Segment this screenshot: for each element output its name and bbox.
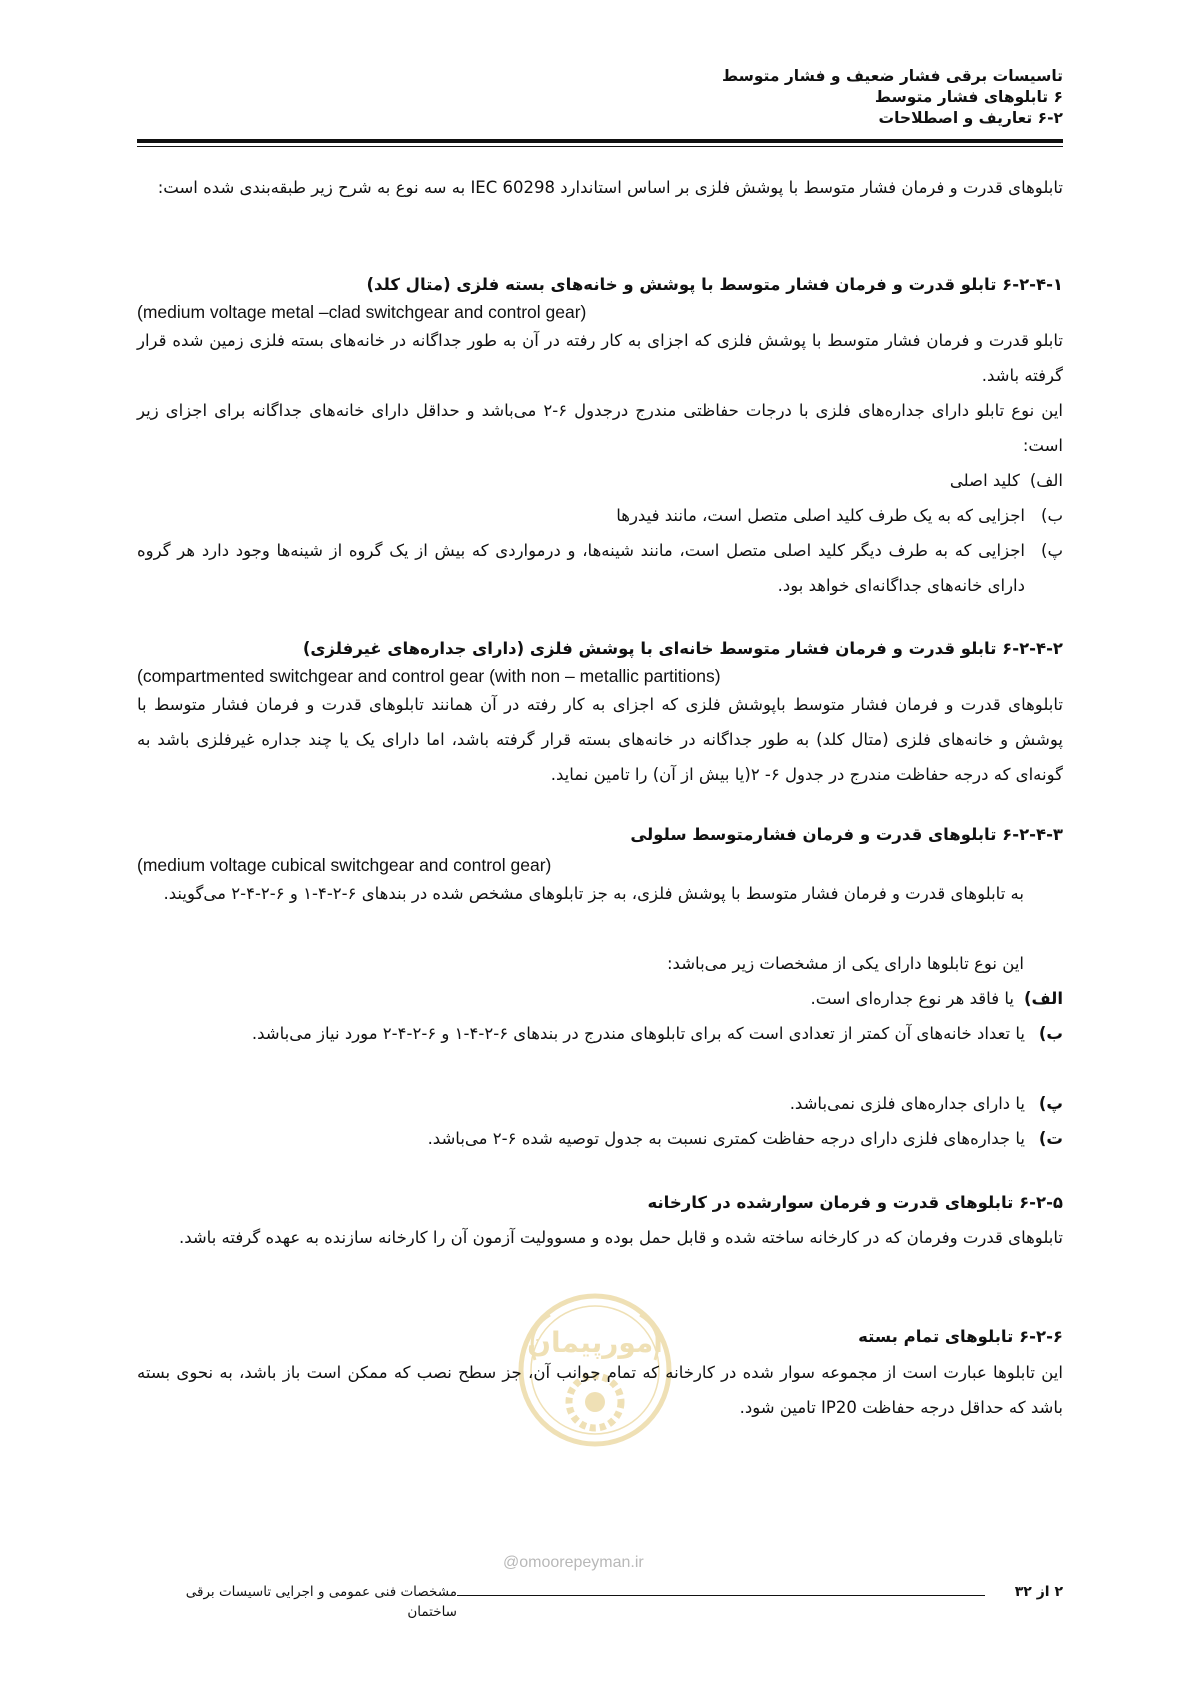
section-1-english: (medium voltage metal –clad switchgear and control gear) [137,302,587,322]
header-line-3: ۶-۲ تعاریف و اصطلاحات [878,109,1063,127]
item-marker: الف) [1029,471,1063,490]
section-1-item [137,498,1063,533]
section-2-paragraph-1: تابلوهای قدرت و فرمان فشار متوسط باپوشش فلزی که اجزای به کار رفته در آن همانند تابلوهای قدرت و فرمان فشار متوسط با پوشش و خانه‌های فلزی (متال کلد) به طور جداگانه در خانه‌های بسته قرار گرفته باشد، اما دارای یک یا چند جداره غیرفلزی باشد به گونه‌ای که درجه حفاظت مندرج در جدول ۶- ۲(یا بیش از آن) را تامین نماید. [137,695,1063,784]
section-2-title: ۶-۲-۴-۲ تابلو قدرت و فرمان فشار متوسط خانه‌ای با پوشش فلزی (دارای جداره‌های غیرفلزی) [302,639,1063,658]
section-1-item [137,533,1063,603]
item-text: اجزایی که به یک طرف کلید اصلی متصل است، مانند فیدرها [616,506,1025,525]
item-marker: پ) [1038,1094,1063,1113]
running-header [722,66,1063,129]
section-1-title: ۶-۲-۴-۱ تابلو قدرت و فرمان فشار متوسط با پوشش و خانه‌های بسته فلزی (متال کلد) [366,275,1063,294]
section-3-item [137,1086,1063,1121]
header-line-1: تاسیسات برقی فشار ضعیف و فشار متوسط [721,67,1063,85]
item-text: یا جداره‌های فلزی دارای درجه حفاظت کمتری نسبت به جدول توصیه شده ۶-۲ می‌باشد. [427,1129,1025,1148]
section-2-english: (compartmented switchgear and control gear (with non – metallic partitions) [137,666,721,686]
item-marker: ت) [1038,1129,1063,1148]
section-3-paragraph-1: به تابلوهای قدرت و فرمان فشار متوسط با پوشش فلزی، به جز تابلوهای مشخص شده در بندهای ۶-۲-۴-۱ و ۶-۲-۴-۲ می‌گویند. [163,884,1024,903]
footer-page-number: ۲ از ۳۲ [1014,1584,1063,1600]
section-5-title: ۶-۲-۶ تابلوهای تمام بسته [858,1327,1063,1346]
item-marker: ب) [1038,1024,1063,1043]
section-5-paragraph-1: این تابلوها عبارت است از مجموعه سوار شده در کارخانه که تمام جوانب آن، جز سطح نصب که ممکن است باز باشد، به نحوی بسته باشد که حداقل درجه حفاظت IP20 تامین شود. [137,1363,1063,1417]
header-line-2: ۶ تابلوهای فشار متوسط [874,88,1063,106]
item-text: کلید اصلی [949,471,1020,490]
watermark-url: @omoorepeyman.ir [503,1554,644,1571]
item-marker: ب) [1041,506,1063,525]
item-text: یا دارای جداره‌های فلزی نمی‌باشد. [789,1094,1025,1113]
section-3-title: ۶-۲-۴-۳ تابلوهای قدرت و فرمان فشارمتوسط سلولی [630,825,1063,844]
section-4-paragraph-1: تابلوهای قدرت وفرمان که در کارخانه ساخته شده و قابل حمل بوده و مسوولیت آزمون آن را کارخانه سازنده به عهده گرفته باشد. [178,1228,1063,1247]
section-3-item [137,981,1063,1016]
section-3-paragraph-2: این نوع تابلوها دارای یکی از مشخصات زیر می‌باشد: [667,954,1024,973]
item-marker: الف) [1023,989,1063,1008]
item-text: یا فاقد هر نوع جداره‌ای است. [810,989,1014,1008]
header-rule-thin [137,146,1063,147]
section-3-item [137,1016,1063,1051]
footer-rule [457,1595,985,1596]
item-text: یا تعداد خانه‌های آن کمتر از تعدادی است که برای تابلوهای مندرج در بندهای ۶-۲-۴-۱ و ۶-۲-۴-۲ مورد نیاز می‌باشد. [251,1024,1025,1043]
item-text: اجزایی که به طرف دیگر کلید اصلی متصل است، مانند شینه‌ها، و درمواردی که بیش از یک گروه از شینه‌ها وجود دارد هر گروه دارای خانه‌های جداگانه‌ای خواهد بود. [137,541,1025,595]
header-rule-thick [137,139,1063,143]
section-1-paragraph-2: این نوع تابلو دارای جداره‌های فلزی با درجات حفاظتی مندرج درجدول ۶-۲ می‌باشد و حداقل دارای خانه‌های جداگانه برای اجزای زیر است: [137,401,1064,455]
section-1-item [137,463,1063,498]
intro-paragraph: تابلوهای قدرت و فرمان فشار متوسط با پوشش فلزی بر اساس استاندارد IEC 60298 به سه نوع به شرح زیر طبقه‌بندی شده است: [157,178,1063,197]
section-3-english: (medium voltage cubical switchgear and control gear) [137,855,552,875]
watermark-logo-text: امورپیمان [527,1326,663,1359]
item-marker: پ) [1041,541,1063,560]
section-3-item [137,1121,1063,1156]
footer-document-title: مشخصات فنی عمومی و اجرایی تاسیسات برقی ساختمان [185,1584,457,1620]
section-1-paragraph-1: تابلو قدرت و فرمان فشار متوسط با پوشش فلزی که اجزای به کار رفته در آن به طور جداگانه در خانه‌های بسته فلزی زمین شده قرار گرفته باشد. [137,331,1063,385]
section-4-title: ۶-۲-۵ تابلوهای قدرت و فرمان سوارشده در کارخانه [647,1193,1063,1212]
